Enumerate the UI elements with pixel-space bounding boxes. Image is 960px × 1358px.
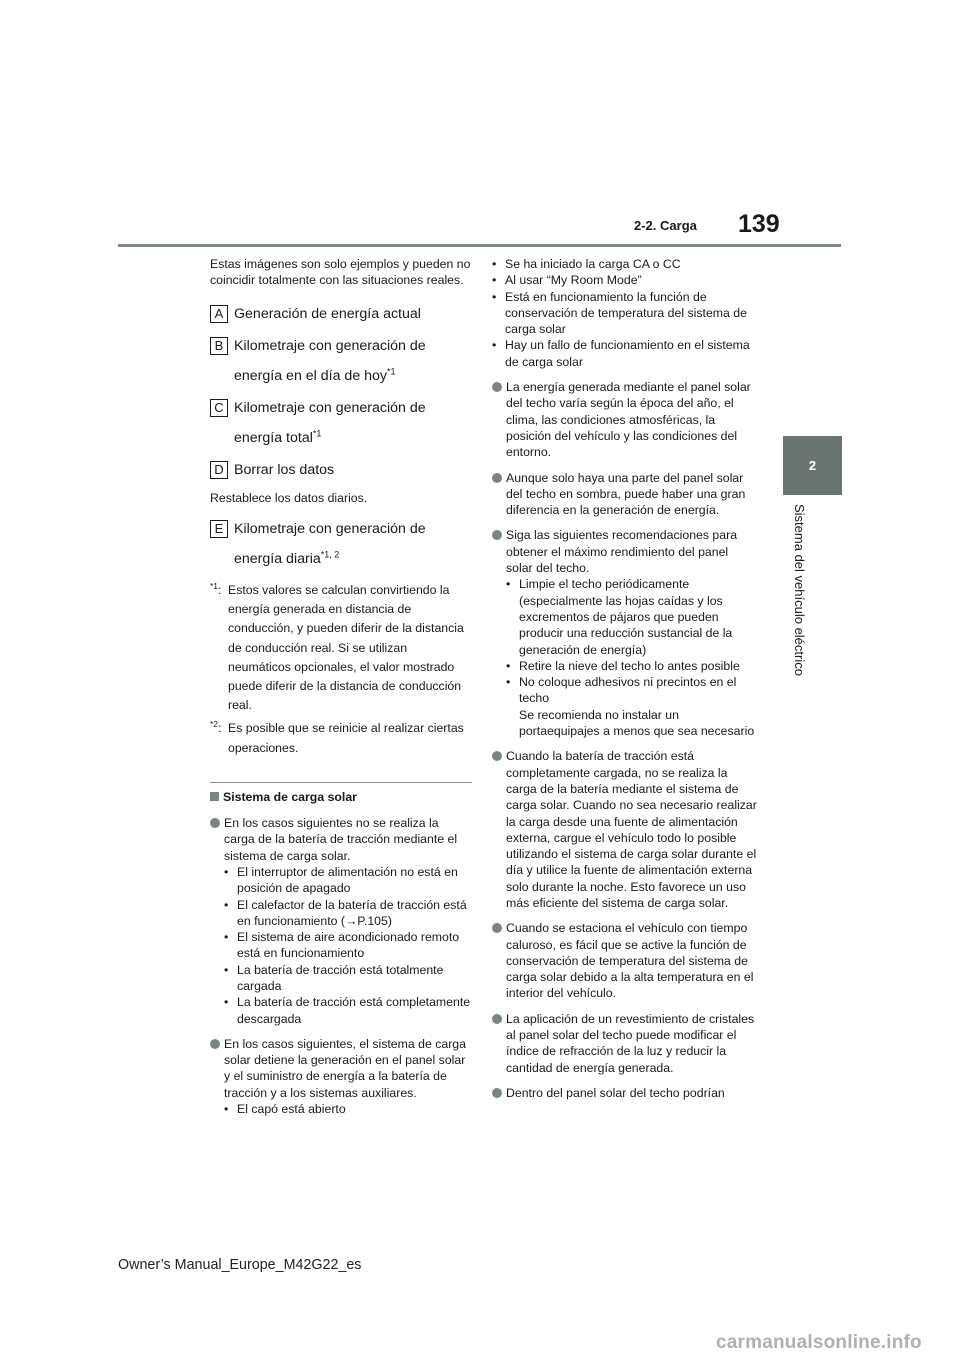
tag-d: D bbox=[210, 461, 228, 479]
footnote-mark: *2 bbox=[210, 719, 219, 730]
circle-bullet-icon bbox=[492, 923, 502, 933]
sub-item-text: Limpie el techo periódicamente (especialmente las hojas caídas y los excrementos de pájaros que pueden producir una reducción sustancial de la generación de energía) bbox=[519, 577, 733, 657]
bullet-text: La energía generada mediante el panel solar del techo varía según la época del año, el clima, las condiciones atmosféricas, la posición del vehículo y las condiciones del entorno. bbox=[506, 380, 751, 460]
tag-b: B bbox=[210, 337, 228, 355]
bullet-text: Dentro del panel solar del techo podrían bbox=[506, 1085, 725, 1100]
legend-text: Kilometraje con generación de bbox=[234, 520, 426, 537]
sub-item: • La batería de tracción está totalmente cargada bbox=[224, 962, 472, 995]
footnote-mark: *1 bbox=[210, 580, 219, 591]
footnote-text: Es posible que se reinicie al realizar ciertas operaciones. bbox=[228, 721, 464, 755]
page-number: 139 bbox=[738, 210, 780, 238]
sub-item-text: La batería de tracción está completamente descargada bbox=[237, 995, 471, 1026]
sub-item-text: La batería de tracción está totalmente cargada bbox=[237, 962, 444, 993]
section-heading bbox=[210, 789, 472, 805]
legend-item-d bbox=[210, 460, 472, 480]
sub-item: • El sistema de aire acondicionado remoto está en funcionamiento bbox=[224, 929, 472, 962]
bullet-item bbox=[492, 748, 758, 911]
sub-item-text: Al usar “My Room Mode” bbox=[505, 273, 642, 288]
footnote-ref: *1 bbox=[312, 427, 322, 438]
footnote-ref: *1, 2 bbox=[320, 549, 340, 560]
legend-text-cont: energía en el día de hoy bbox=[234, 367, 388, 384]
sub-item: • El capó está abierto bbox=[224, 1101, 472, 1117]
footnote-1 bbox=[210, 581, 472, 715]
square-bullet-icon bbox=[210, 792, 219, 801]
section-title: 2-2. Carga bbox=[634, 218, 697, 233]
sub-item-text: El capó está abierto bbox=[237, 1102, 346, 1117]
bullet-text: En los casos siguientes, el sistema de carga solar detiene la generación en el panel solar y el suministro de energía a la batería de tracción y a los sistemas auxiliares. bbox=[224, 1036, 466, 1100]
legend-text: Generación de energía actual bbox=[234, 305, 421, 322]
bullet-item bbox=[492, 527, 758, 739]
sub-item: • Hay un fallo de funcionamiento en el sistema de carga solar bbox=[492, 337, 758, 370]
sub-item: • La batería de tracción está completamente descargada bbox=[224, 995, 471, 1026]
section-heading-text: Sistema de carga solar bbox=[223, 789, 357, 804]
legend-item-b bbox=[210, 336, 472, 386]
bullet-text: Cuando se estaciona el vehículo con tiempo caluroso, es fácil que se active la función de conservación de temperatura del sistema de carga solar debido a la alta temperatura en el interior del vehículo. bbox=[506, 921, 754, 1001]
chapter-number: 2 bbox=[808, 458, 817, 473]
sub-item: • Está en funcionamiento la función de conservación de temperatura del sistema de carga solar bbox=[492, 289, 758, 338]
sub-item-text: No coloque adhesivos ni precintos en el techo bbox=[519, 675, 737, 706]
watermark: carmanualsonline.info bbox=[716, 1332, 922, 1353]
circle-bullet-icon bbox=[492, 1088, 502, 1098]
sub-item-text: Hay un fallo de funcionamiento en el sistema de carga solar bbox=[505, 338, 750, 369]
footnote-colon: : bbox=[218, 582, 222, 597]
legend-text-cont: energía diaria bbox=[234, 550, 321, 567]
bullet-item bbox=[210, 1036, 472, 1117]
footnote-ref: *1 bbox=[387, 365, 396, 376]
circle-bullet-icon bbox=[492, 473, 502, 483]
bullet-item bbox=[492, 1011, 758, 1076]
sub-item-note: Se recomienda no instalar un portaequipajes a menos que sea necesario bbox=[519, 707, 755, 739]
sub-item: • El interruptor de alimentación no está en posición de apagado bbox=[224, 864, 472, 897]
legend-text: Borrar los datos bbox=[234, 461, 335, 478]
header-rule bbox=[118, 244, 841, 247]
sub-item-text: El interruptor de alimentación no está en posición de apagado bbox=[237, 864, 458, 896]
sub-item-text: El sistema de aire acondicionado remoto está en funcionamiento bbox=[237, 930, 460, 961]
sub-item-text: Está en funcionamiento la función de conservación de temperatura del sistema de carga solar bbox=[505, 289, 747, 337]
tag-c: C bbox=[210, 399, 228, 417]
bullet-item bbox=[210, 815, 472, 1027]
chapter-title: Sistema del vehículo eléctrico bbox=[792, 504, 807, 676]
footnote-text: Estos valores se calculan convirtiendo la energía generada en distancia de conducción, y pueden diferir de la distancia de conducción real. Si se utilizan neumáticos opcionales, el valor mostrado puede diferir de la distancia de conducción real. bbox=[228, 582, 464, 713]
bullet-text: En los casos siguientes no se realiza la carga de la batería de tracción mediante el sistema de carga solar. bbox=[224, 816, 458, 863]
chapter-tab bbox=[783, 436, 842, 495]
bullet-item bbox=[492, 1085, 758, 1101]
sub-item: • Al usar “My Room Mode” bbox=[492, 272, 758, 288]
legend-item-c bbox=[210, 398, 472, 448]
circle-bullet-icon bbox=[492, 530, 502, 540]
circle-bullet-icon bbox=[492, 382, 502, 392]
intro-text: Estas imágenes son solo ejemplos y pueden no coincidir totalmente con las situaciones reales. bbox=[210, 257, 471, 288]
legend-text: Kilometraje con generación de bbox=[234, 399, 426, 416]
continued-sub-list bbox=[492, 256, 758, 370]
legend-text-cont: energía total bbox=[234, 429, 313, 446]
legend-text: Kilometraje con generación de bbox=[234, 337, 426, 354]
circle-bullet-icon bbox=[210, 818, 220, 828]
right-column bbox=[492, 256, 758, 1110]
tag-e: E bbox=[210, 520, 228, 538]
sub-item-text: El calefactor de la batería de tracción está en funcionamiento (→P.105) bbox=[237, 897, 467, 928]
circle-bullet-icon bbox=[210, 1039, 220, 1049]
bullet-text: Aunque solo haya una parte del panel solar del techo en sombra, puede haber una gran diferencia en la generación de energía. bbox=[506, 470, 746, 518]
legend-item-e bbox=[210, 519, 472, 569]
bullet-item bbox=[492, 379, 758, 460]
footnote-colon: : bbox=[218, 721, 222, 736]
bullet-text: Cuando la batería de tracción está completamente cargada, no se realiza la carga de la batería mediante el sistema de carga solar. Cuando no sea necesario realizar la carga desde una fuente de alimentación externa, cargue el vehículo todo lo posible utilizando el sistema de carga solar durante el día y utilice la fuente de alimentación externa solo durante la noche. Esto favorece un uso más eficiente del sistema de carga solar. bbox=[506, 749, 757, 910]
section-divider bbox=[210, 782, 472, 783]
tag-a: A bbox=[210, 305, 228, 323]
footnote-2 bbox=[210, 719, 472, 757]
sub-item: • No coloque adhesivos ni precintos en el techo bbox=[506, 674, 758, 707]
sub-item: • Retire la nieve del techo lo antes posible bbox=[506, 658, 758, 674]
legend-item-a bbox=[210, 304, 472, 324]
circle-bullet-icon bbox=[492, 751, 502, 761]
sub-item-text: Retire la nieve del techo lo antes posible bbox=[519, 658, 740, 673]
bullet-item bbox=[492, 470, 758, 519]
footer-text: Owner’s Manual_Europe_M42G22_es bbox=[118, 1257, 362, 1273]
bullet-item bbox=[492, 920, 758, 1001]
legend-description: Restablece los datos diarios. bbox=[210, 490, 368, 505]
bullet-text: Siga las siguientes recomendaciones para obtener el máximo rendimiento del panel solar del techo. bbox=[506, 528, 738, 576]
circle-bullet-icon bbox=[492, 1014, 502, 1024]
bullet-text: La aplicación de un revestimiento de cristales al panel solar del techo puede modificar el índice de refracción de la luz y reducir la cantidad de energía generada. bbox=[506, 1011, 755, 1075]
sub-item-text: Se ha iniciado la carga CA o CC bbox=[505, 257, 681, 271]
sub-item: • Se ha iniciado la carga CA o CC bbox=[492, 256, 758, 272]
sub-item: • El calefactor de la batería de tracción está en funcionamiento (→P.105) bbox=[224, 897, 472, 930]
sub-item: • Limpie el techo periódicamente (especialmente las hojas caídas y los excrementos de pájaros que pueden producir una reducción sustancial de la generación de energía) bbox=[506, 576, 758, 657]
left-column bbox=[210, 256, 472, 1126]
